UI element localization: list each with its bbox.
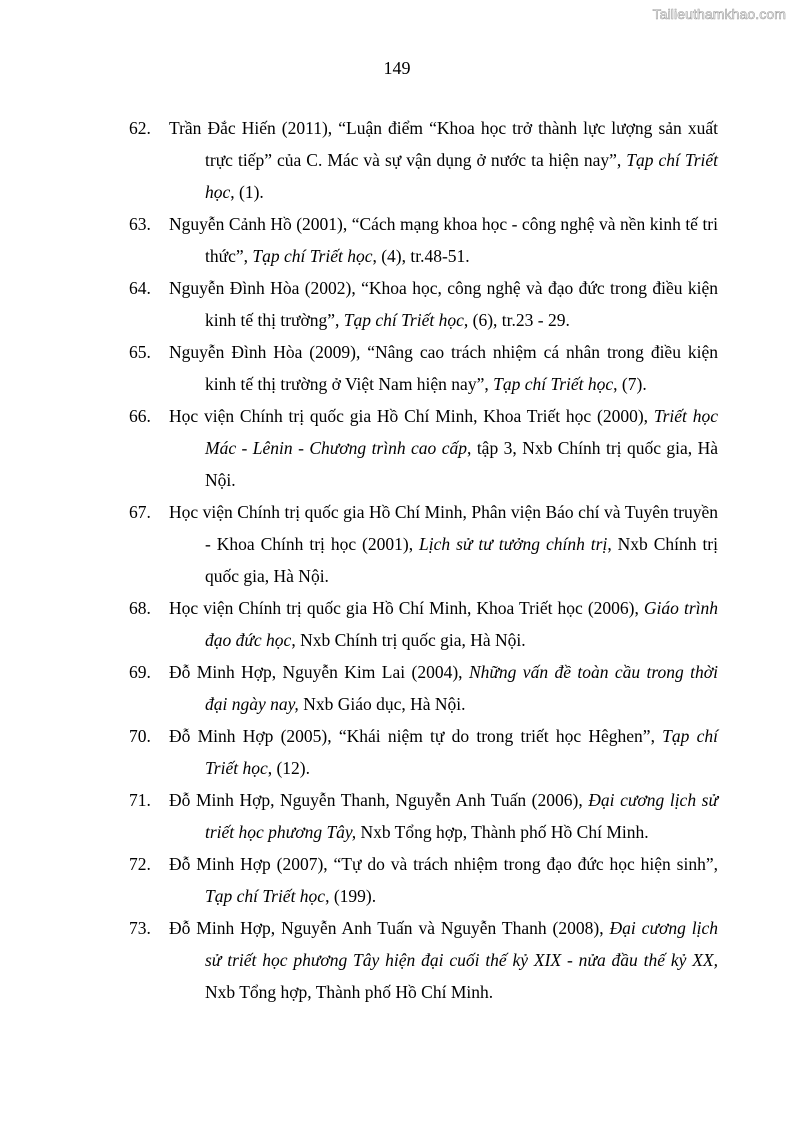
reference-text: Đỗ Minh Hợp (2005), “Khái niệm tự do trong triết học Hêghen”, Tạp chí Triết học, (12). xyxy=(169,726,718,778)
reference-item xyxy=(129,112,718,208)
reference-number: 67. xyxy=(129,502,151,522)
reference-text: Đỗ Minh Hợp, Nguyễn Anh Tuấn và Nguyễn Thanh (2008), Đại cương lịch sử triết học phương Tây hiện đại cuối thế kỷ XIX - nửa đầu thế kỷ XX, Nxb Tổng hợp, Thành phố Hồ Chí Minh. xyxy=(169,918,718,1002)
reference-number: 69. xyxy=(129,662,151,682)
reference-number: 71. xyxy=(129,790,151,810)
reference-item xyxy=(129,848,718,912)
reference-text: Trần Đắc Hiến (2011), “Luận điểm “Khoa học trở thành lực lượng sản xuất trực tiếp” của C. Mác và sự vận dụng ở nước ta hiện nay”, Tạp chí Triết học, (1). xyxy=(169,118,718,202)
reference-number: 64. xyxy=(129,278,151,298)
reference-item xyxy=(129,208,718,272)
reference-item xyxy=(129,912,718,1008)
reference-item xyxy=(129,496,718,592)
reference-item xyxy=(129,656,718,720)
reference-text: Đỗ Minh Hợp, Nguyễn Thanh, Nguyễn Anh Tuấn (2006), Đại cương lịch sử triết học phương Tây, Nxb Tổng hợp, Thành phố Hồ Chí Minh. xyxy=(169,790,718,842)
reference-item xyxy=(129,336,718,400)
reference-item xyxy=(129,720,718,784)
reference-text: Nguyễn Đình Hòa (2002), “Khoa học, công nghệ và đạo đức trong điều kiện kinh tế thị trường”, Tạp chí Triết học, (6), tr.23 - 29. xyxy=(169,278,718,330)
reference-number: 63. xyxy=(129,214,151,234)
watermark: Tailieuthamkhao.com xyxy=(652,6,786,22)
reference-number: 66. xyxy=(129,406,151,426)
reference-number: 73. xyxy=(129,918,151,938)
reference-number: 72. xyxy=(129,854,151,874)
reference-item xyxy=(129,784,718,848)
reference-text: Đỗ Minh Hợp (2007), “Tự do và trách nhiệm trong đạo đức học hiện sinh”, Tạp chí Triết học, (199). xyxy=(169,854,718,906)
reference-list xyxy=(129,112,718,1008)
reference-text: Nguyễn Đình Hòa (2009), “Nâng cao trách nhiệm cá nhân trong điều kiện kinh tế thị trường ở Việt Nam hiện nay”, Tạp chí Triết học, (7). xyxy=(169,342,718,394)
reference-item xyxy=(129,400,718,496)
page-number: 149 xyxy=(383,58,411,78)
reference-text: Học viện Chính trị quốc gia Hồ Chí Minh, Khoa Triết học (2000), Triết học Mác - Lênin - Chương trình cao cấp, tập 3, Nxb Chính trị quốc gia, Hà Nội. xyxy=(169,406,718,490)
reference-text: Nguyễn Cảnh Hồ (2001), “Cách mạng khoa học - công nghệ và nền kinh tế tri thức”, Tạp chí Triết học, (4), tr.48-51. xyxy=(169,214,718,266)
reference-number: 62. xyxy=(129,118,151,138)
reference-text: Học viện Chính trị quốc gia Hồ Chí Minh, Phân viện Báo chí và Tuyên truyền - Khoa Chính trị học (2001), Lịch sử tư tưởng chính trị, Nxb Chính trị quốc gia, Hà Nội. xyxy=(169,502,718,586)
reference-number: 68. xyxy=(129,598,151,618)
reference-item xyxy=(129,592,718,656)
reference-text: Học viện Chính trị quốc gia Hồ Chí Minh, Khoa Triết học (2006), Giáo trình đạo đức học, Nxb Chính trị quốc gia, Hà Nội. xyxy=(169,598,718,650)
reference-item xyxy=(129,272,718,336)
reference-number: 65. xyxy=(129,342,151,362)
reference-number: 70. xyxy=(129,726,151,746)
reference-text: Đỗ Minh Hợp, Nguyễn Kim Lai (2004), Những vấn đề toàn cầu trong thời đại ngày nay, Nxb Giáo dục, Hà Nội. xyxy=(169,662,718,714)
